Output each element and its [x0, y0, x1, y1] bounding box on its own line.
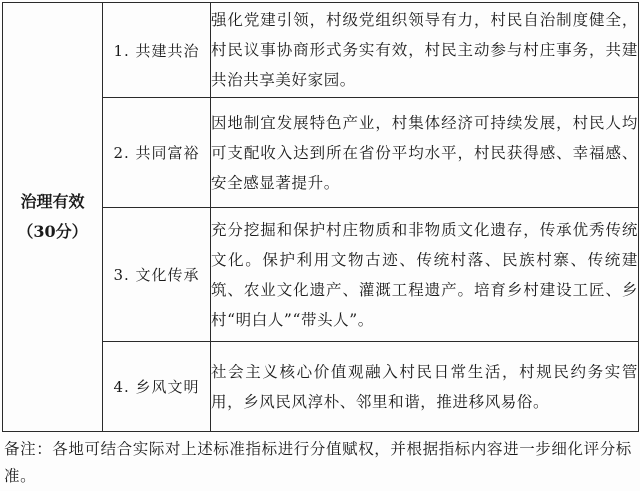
- category-score: （30分）: [17, 222, 88, 241]
- item-label-cell: 1. 共建共治: [103, 3, 211, 98]
- table-row: [3, 3, 639, 98]
- item-label-cell: 2. 共同富裕: [103, 98, 211, 208]
- item-description-cell: 因地制宜发展特色产业，村集体经济可持续发展，村民人均可支配收入达到所在省份平均水平，村民获得感、幸福感、安全感显著提升。: [211, 98, 639, 208]
- item-label-cell: 3. 文化传承: [103, 208, 211, 342]
- item-description-cell: 强化党建引领，村级党组织领导有力，村民自治制度健全，村民议事协商形式务实有效，村民主动参与村庄事务，共建共治共享美好家园。: [211, 3, 639, 98]
- item-description-cell: 充分挖掘和保护村庄物质和非物质文化遗存，传承优秀传统文化。保护利用文物古迹、传统村落、民族村寨、传统建筑、农业文化遗产、灌溉工程遗产。培育乡村建设工匠、乡村“明白人”“带头人”。: [211, 208, 639, 342]
- footnote-remark: 备注：各地可结合实际对上述标准指标进行分值赋权，并根据指标内容进一步细化评分标准。: [4, 440, 632, 485]
- category-cell: [3, 3, 103, 432]
- item-label-cell: 4. 乡风文明: [103, 342, 211, 432]
- item-description-cell: 社会主义核心价值观融入村民日常生活，村规民约务实管用，乡风民风淳朴、邻里和谐，推进移风易俗。: [211, 342, 639, 432]
- criteria-table: [2, 2, 639, 432]
- category-title: 治理有效: [20, 192, 85, 211]
